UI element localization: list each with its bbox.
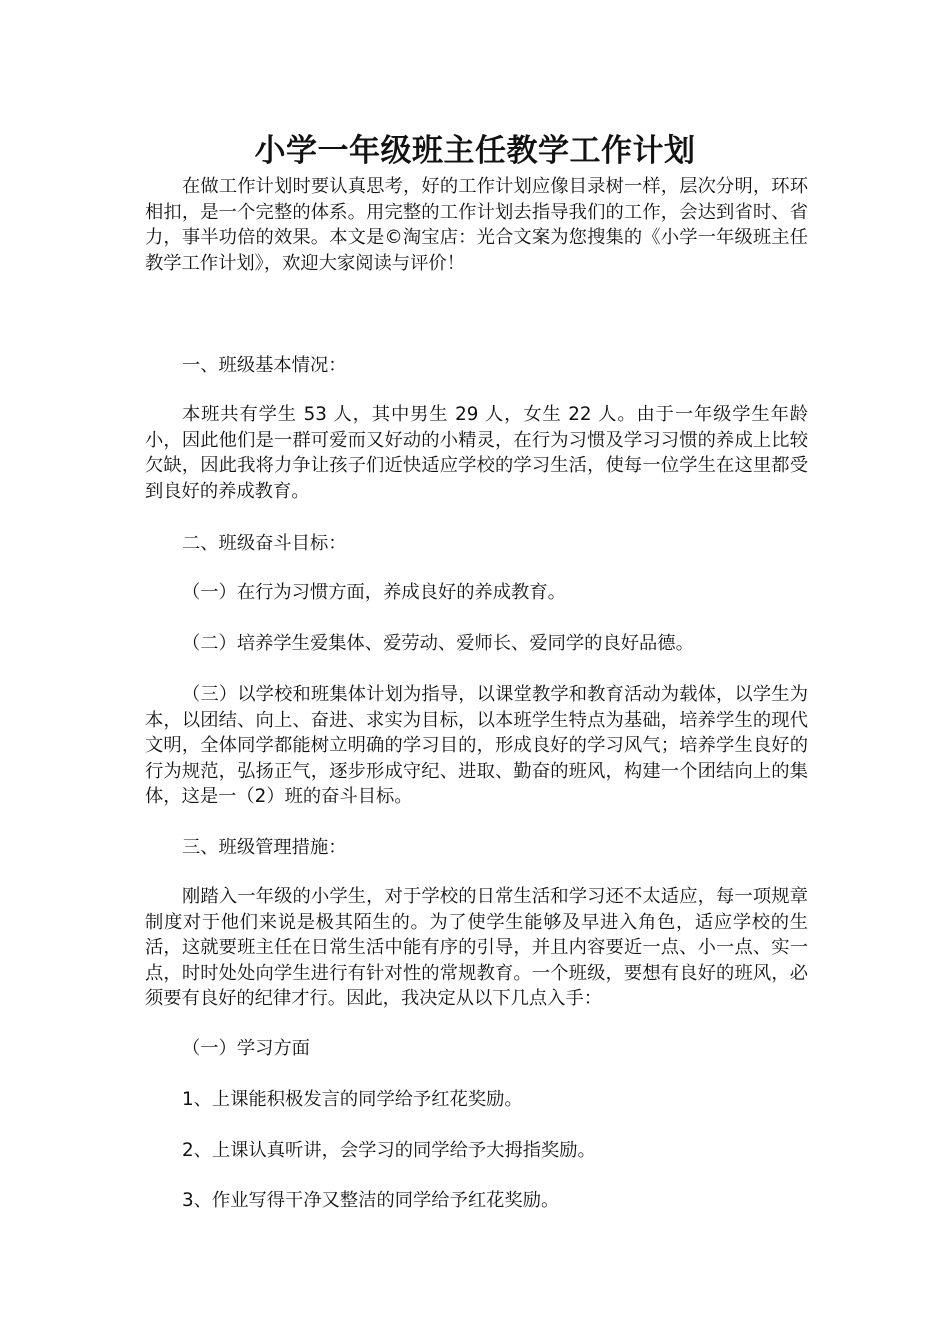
goal-item-2: （二）培养学生爱集体、爱劳动、爱师长、爱同学的良好品德。 bbox=[182, 633, 694, 654]
section-heading-management: 三、班级管理措施： bbox=[182, 837, 347, 858]
document-title: 小学一年级班主任教学工作计划 bbox=[254, 133, 696, 169]
basic-info-paragraph: 本班共有学生 53 人，其中男生 29 人，女生 22 人。由于一年级学生年龄小，因此他们是一群可爱而又好动的小精灵，在行为习惯及学习习惯的养成上比较欠缺，因此我将力争让孩子们近快适应学校的学习生活，使每一位学生在这里都受到良好的养成教育。 bbox=[145, 404, 808, 502]
section-heading-goals: 二、班级奋斗目标： bbox=[182, 533, 347, 554]
study-item-2: 2、上课认真听讲，会学习的同学给予大拇指奖励。 bbox=[182, 1140, 596, 1161]
goal-item-1: （一）在行为习惯方面，养成良好的养成教育。 bbox=[182, 582, 566, 603]
intro-paragraph: 在做工作计划时要认真思考，好的工作计划应像目录树一样，层次分明，环环相扣，是一个完整的体系。用完整的工作计划去指导我们的工作，会达到省时、省力，事半功倍的效果。本文是©淘宝店：光合文案为您搜集的《小学一年级班主任教学工作计划》，欢迎大家阅读与评价！ bbox=[145, 176, 808, 274]
section-heading-basic-info: 一、班级基本情况： bbox=[182, 355, 347, 376]
study-item-1: 1、上课能积极发言的同学给予红花奖励。 bbox=[182, 1089, 523, 1110]
management-paragraph: 刚踏入一年级的小学生，对于学校的日常生活和学习还不太适应，每一项规章制度对于他们来说是极其陌生的。为了使学生能够及早进入角色，适应学校的生活，这就要班主任在日常生活中能有序的引导，并且内容要近一点、小一点、实一点，时时处处向学生进行有针对性的常规教育。一个班级，要想有良好的班风，必须要有良好的纪律才行。因此，我决定从以下几点入手： bbox=[145, 886, 808, 1010]
study-item-3: 3、作业写得干净又整洁的同学给予红花奖励。 bbox=[182, 1190, 560, 1211]
goal-item-3: （三）以学校和班集体计划为指导，以课堂教学和教育活动为载体，以学生为本，以团结、向上、奋进、求实为目标，以本班学生特点为基础，培养学生的现代文明，全体同学都能树立明确的学习目的，形成良好的学习风气；培养学生良好的行为规范，弘扬正气，逐步形成守纪、进取、勤奋的班风，构建一个团结向上的集体，这是一（2）班的奋斗目标。 bbox=[145, 684, 808, 808]
subsection-heading-study: （一）学习方面 bbox=[182, 1038, 310, 1059]
